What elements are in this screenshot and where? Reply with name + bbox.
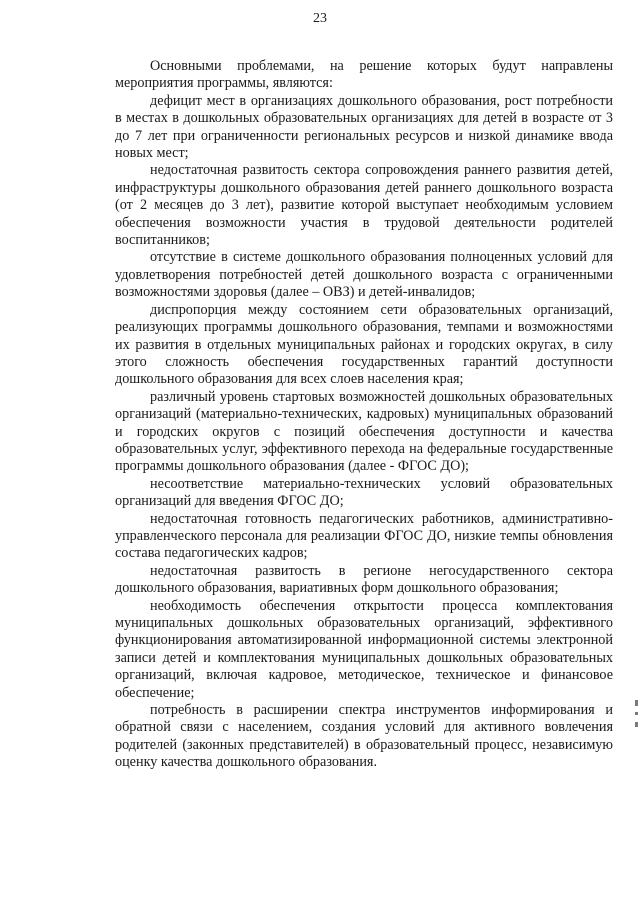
intro-paragraph: Основными проблемами, на решение которых будут направлены мероприятия программы, являются: (115, 58, 613, 92)
scan-artifact (635, 712, 638, 715)
list-item: необходимость обеспечения открытости процесса комплектования муниципальных дошкольных образовательных организаций, эффективного функционирования автоматизированной информационной системы электронной записи детей и комплектования муниципальных дошкольных образовательных организаций, включая кадровое, методическое, техническое и финансовое обеспечение; (115, 597, 613, 701)
page-number: 23 (313, 11, 327, 26)
list-item: несоответствие материально-технических условий образовательных организаций для введения ФГОС ДО; (115, 475, 613, 510)
list-item: отсутствие в системе дошкольного образования полноценных условий для удовлетворения потребностей детей дошкольного возраста с ограниченными возможностями здоровья (далее – ОВЗ) и детей-инвалидов; (115, 249, 613, 301)
list-item: недостаточная развитость в регионе негосударственного сектора дошкольного образования, вариативных форм дошкольного образования; (115, 562, 613, 597)
scan-artifact (635, 722, 638, 727)
list-item: дефицит мест в организациях дошкольного образования, рост потребности в местах в дошкольных образовательных организациях для детей в возрасте от 3 до 7 лет при ограниченности региональных ресурсов и низкой динамике ввода новых мест; (115, 92, 613, 162)
list-item: диспропорция между состоянием сети образовательных организаций, реализующих программы дошкольного образования, темпами и возможностями их развития в отдельных муниципальных районах и городских округах, в силу этого сложность обеспечения государственных гарантий доступности дошкольного образования для всех слоев населения края; (115, 301, 613, 388)
list-item: различный уровень стартовых возможностей дошкольных образовательных организаций (материально-технических, кадровых) муниципальных образований и городских округов с позиций обеспечения доступности и качества образовательных услуг, эффективного перехода на федеральные государственные программы дошкольного образования (далее - ФГОС ДО); (115, 388, 613, 475)
scan-artifact (635, 700, 638, 706)
document-body (115, 58, 613, 772)
list-item: недостаточная готовность педагогических работников, административно-управленческого персонала для реализации ФГОС ДО, низкие темпы обновления состава педагогических кадров; (115, 510, 613, 562)
list-item: недостаточная развитость сектора сопровождения раннего развития детей, инфраструктуры дошкольного образования детей раннего дошкольного возраста (от 2 месяцев до 3 лет), развитие которой выступает необходимым условием обеспечения возможности участия в трудовой деятельности родителей воспитанников; (115, 162, 613, 249)
list-item: потребность в расширении спектра инструментов информирования и обратной связи с населением, создания условий для активного вовлечения родителей (законных представителей) в образовательный процесс, независимую оценку качества дошкольного образования. (115, 702, 613, 771)
